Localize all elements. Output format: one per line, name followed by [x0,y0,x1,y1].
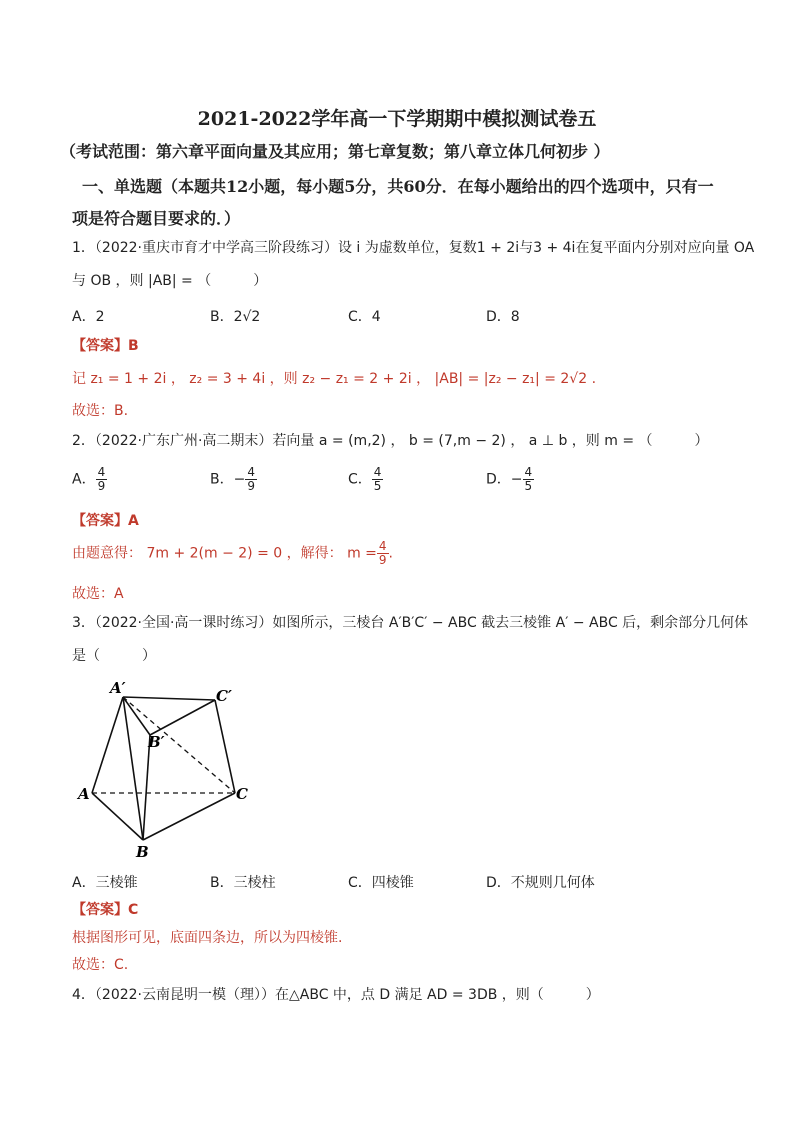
q2-option-d: D．− $\frac{4}{5}$ [486,465,533,493]
q4-stem: 4．（2022·云南昆明一模（理））在△ABC 中，点 D 满足 AD = 3DB ，则（ ） [72,987,600,1003]
q1-option-b: B．2√2 [210,309,261,325]
frustum-figure [70,675,270,865]
q1-option-c: C．4 [348,309,381,325]
edge-a1-c1 [123,697,215,700]
q1-explanation: 记 z₁ = 1 + 2i ， z₂ = 3 + 4i ，则 z₂ − z₁ = 2 + 2i ， |AB| = |z₂ − z₁| = 2√2 . [72,371,597,387]
section-heading-line2: 项是符合题目要求的．） [72,209,241,228]
q3-conclusion: 故选：C. [72,957,129,973]
q1-option-a: A．2 [72,309,105,325]
q2-option-a: A． $\frac{4}{9}$ [72,465,106,493]
q1-stem-line2: 与 OB ，则 |AB| = （ ） [72,273,268,289]
q3-explanation: 根据图形可见，底面四条边，所以为四棱锥. [72,930,343,946]
q3-option-b: B．三棱柱 [210,875,276,891]
q3-option-c: C．四棱锥 [348,875,414,891]
q2-option-c: C． $\frac{4}{5}$ [348,465,382,493]
label-c: C [236,785,248,803]
edge-b-c [143,793,235,840]
edge-a1-a [92,697,123,793]
q1-option-d: D．8 [486,309,520,325]
edge-a1-b [123,697,143,840]
label-c-prime: C′ [216,687,232,705]
edge-a-b [92,793,143,840]
q2-answer: 【答案】A [72,513,139,529]
q3-option-a: A．三棱锥 [72,875,138,891]
q3-option-d: D．不规则几何体 [486,875,595,891]
edge-c1-b1 [150,700,215,735]
q1-conclusion: 故选：B. [72,403,129,419]
q1-answer: 【答案】B [72,338,139,354]
q3-stem-line1: 3．（2022·全国·高一课时练习）如图所示，三棱台 A′B′C′ − ABC 截去三棱锥 A′ − ABC 后，剩余部分几何体 [72,615,749,631]
q1-stem-line1: 1．（2022·重庆市育才中学高三阶段练习）设 i 为虚数单位，复数1 + 2i与3 + 4i在复平面内分别对应向量 OA [72,240,755,256]
q2-conclusion: 故选：A [72,586,124,602]
label-b: B [136,843,149,861]
q2-option-b: B．− $\frac{4}{9}$ [210,465,255,493]
page-title: 2021-2022学年高一下学期期中模拟测试卷五 [197,108,597,130]
q2-stem: 2．（2022·广东广州·高二期末）若向量 a = (m,2) ， b = (7,m − 2) ， a ⊥ b ，则 m = （ ） [72,433,709,449]
edge-c1-c [215,700,235,793]
q3-answer: 【答案】C [72,902,139,918]
label-a: A [78,785,90,803]
q3-stem-line2: 是（ ） [72,648,156,664]
q2-explanation: 由题意得： 7m + 2(m − 2) = 0 ，解得： m = $\frac{4}{9}$ . [72,539,393,567]
exam-scope: （考试范围：第六章平面向量及其应用；第七章复数；第八章立体几何初步 ） [60,142,610,161]
label-a-prime: A′ [110,679,126,697]
section-heading-line1: 一、单选题（本题共12小题，每小题5分，共60分．在每小题给出的四个选项中，只有一 [82,177,714,196]
label-b-prime: B′ [148,733,165,751]
